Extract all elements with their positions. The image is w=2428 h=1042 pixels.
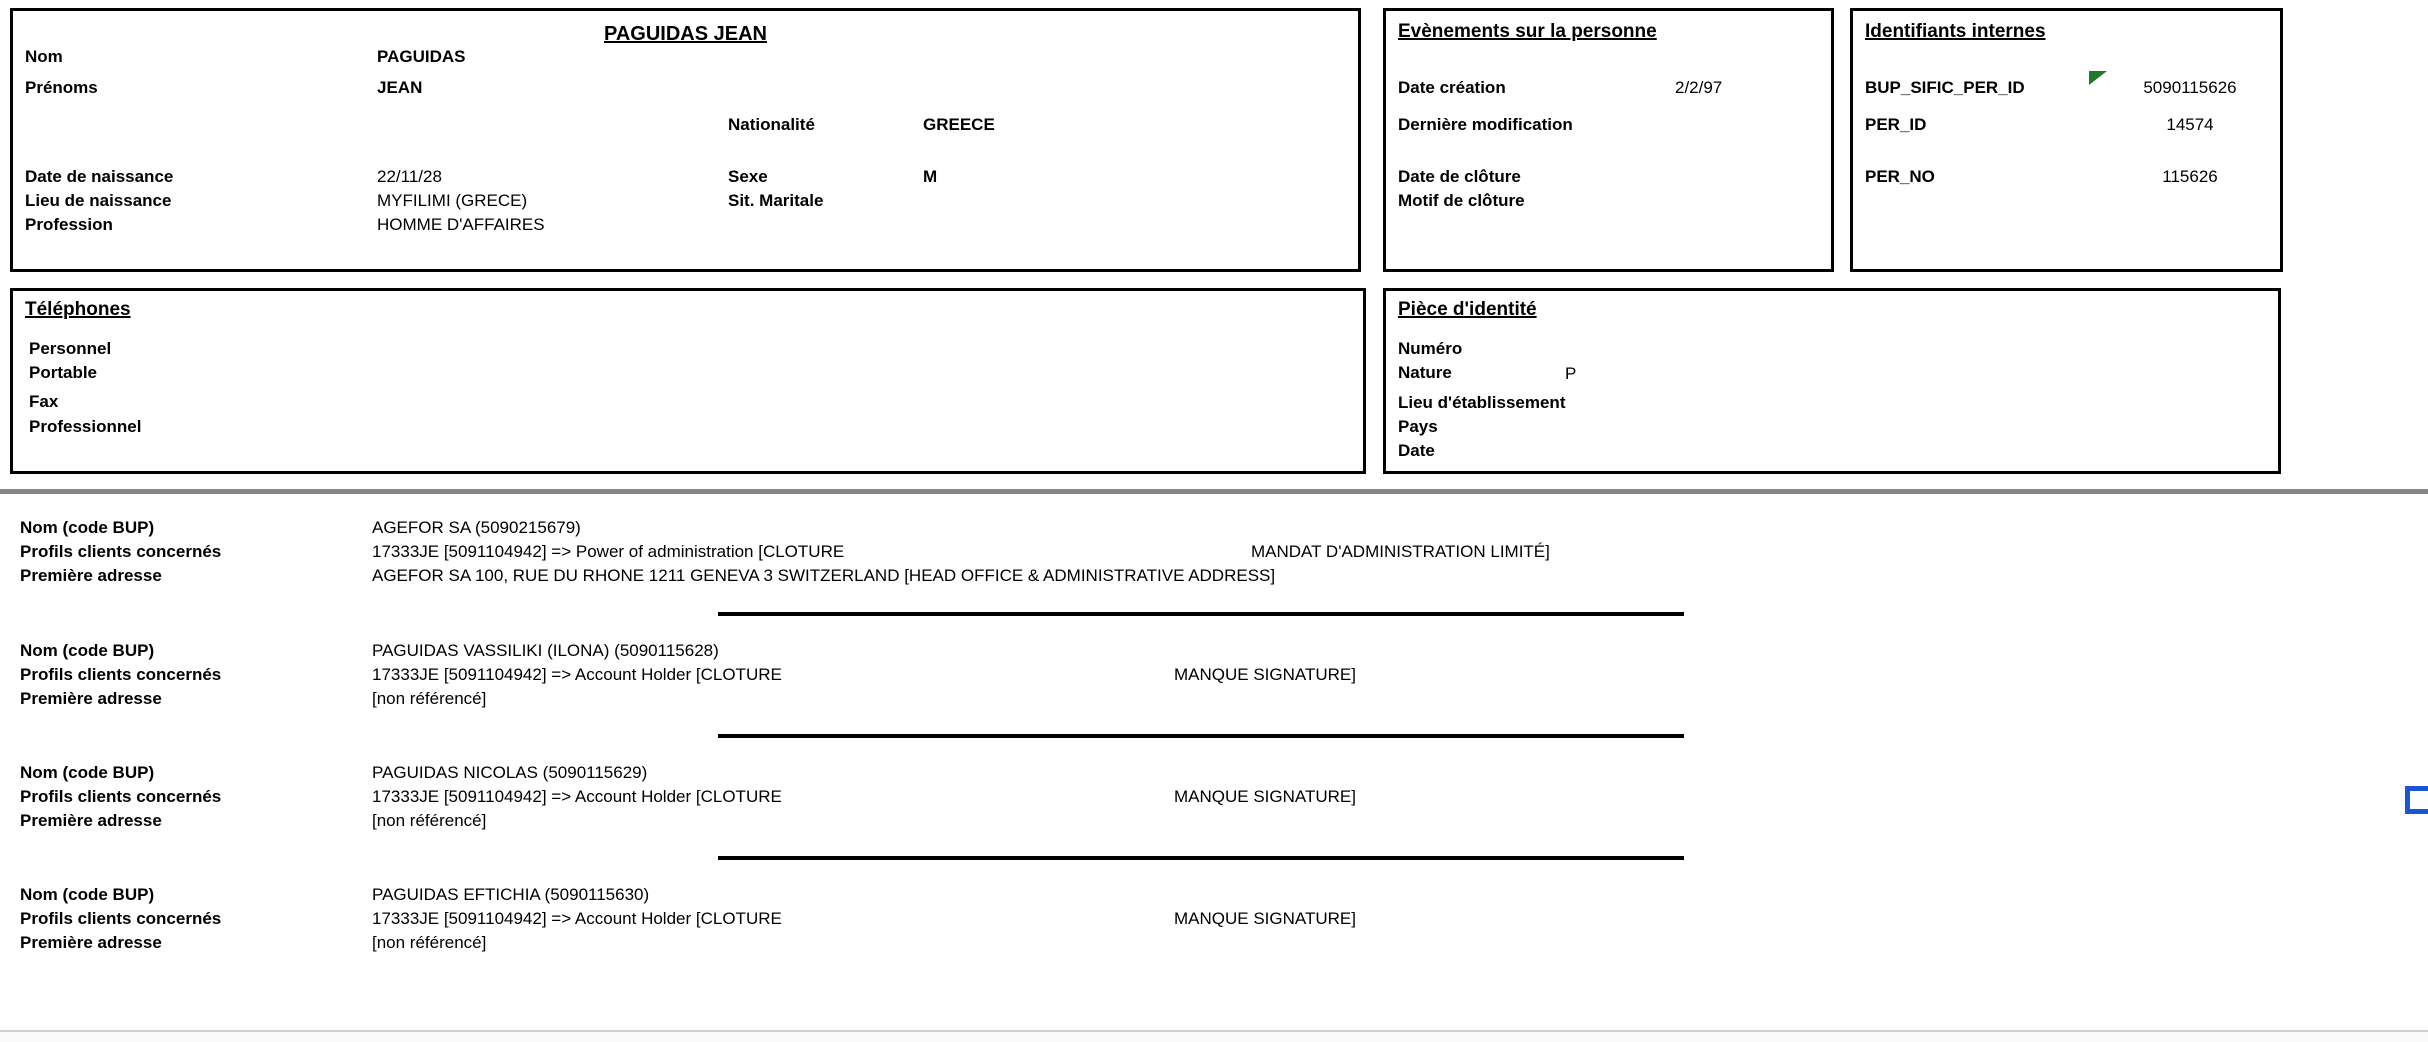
field-label-sexe: Sexe bbox=[728, 167, 768, 186]
field-label-date-naissance: Date de naissance bbox=[25, 167, 174, 186]
record-profiles-label: Profils clients concernés bbox=[20, 665, 222, 684]
record-profiles-label: Profils clients concernés bbox=[20, 542, 222, 561]
record-profiles-value: 17333JE [5091104942] => Account Holder [CLOTURE bbox=[372, 909, 782, 928]
field-label-bup-sific-per-id: BUP_SIFIC_PER_ID bbox=[1865, 78, 2025, 97]
record-address-label: Première adresse bbox=[20, 811, 162, 830]
selection-box[interactable] bbox=[2405, 786, 2428, 814]
record-name-value: PAGUIDAS EFTICHIA (5090115630) bbox=[372, 885, 650, 904]
relation-record bbox=[0, 518, 2428, 598]
field-label-derniere-modification: Dernière modification bbox=[1398, 115, 1573, 134]
record-address-value: [non référencé] bbox=[372, 689, 487, 708]
field-value-lieu-naissance: MYFILIMI (GRECE) bbox=[377, 191, 528, 210]
record-address-value: [non référencé] bbox=[372, 811, 487, 830]
field-label-date-creation: Date création bbox=[1398, 78, 1506, 97]
field-label-professionnel: Professionnel bbox=[29, 417, 142, 436]
relation-record bbox=[0, 885, 2428, 965]
phones-box-title: Téléphones bbox=[25, 299, 131, 320]
record-name-value: AGEFOR SA (5090215679) bbox=[372, 518, 581, 537]
field-label-nationalite: Nationalité bbox=[728, 115, 815, 134]
record-profiles-remark: MANQUE SIGNATURE] bbox=[1174, 665, 1356, 684]
bottom-band bbox=[0, 1032, 2428, 1042]
field-label-motif-cloture: Motif de clôture bbox=[1398, 191, 1525, 210]
field-label-sit-maritale: Sit. Maritale bbox=[728, 191, 824, 210]
field-value-date-naissance: 22/11/28 bbox=[377, 167, 442, 186]
record-name-value: PAGUIDAS VASSILIKI (ILONA) (5090115628) bbox=[372, 641, 719, 660]
identity-box bbox=[1383, 288, 2281, 474]
record-address-label: Première adresse bbox=[20, 689, 162, 708]
field-label-portable: Portable bbox=[29, 363, 98, 382]
record-address-value: [non référencé] bbox=[372, 933, 487, 952]
field-label-date-cloture: Date de clôture bbox=[1398, 167, 1521, 186]
record-name-label: Nom (code BUP) bbox=[20, 885, 155, 904]
field-label-personnel: Personnel bbox=[29, 339, 112, 358]
record-name-label: Nom (code BUP) bbox=[20, 763, 155, 782]
field-label-prenoms: Prénoms bbox=[25, 78, 98, 97]
field-label-fax: Fax bbox=[29, 392, 59, 411]
field-label-pays: Pays bbox=[1398, 417, 1438, 436]
field-value-per-no: 115626 bbox=[2162, 167, 2218, 186]
field-label-nature: Nature bbox=[1398, 363, 1452, 382]
field-label-profession: Profession bbox=[25, 215, 113, 234]
field-value-sexe: M bbox=[923, 167, 938, 186]
relation-record bbox=[0, 763, 2428, 843]
field-label-per-no: PER_NO bbox=[1865, 167, 1935, 186]
field-value-nom: PAGUIDAS bbox=[377, 47, 466, 66]
section-divider bbox=[0, 489, 2428, 494]
record-separator bbox=[718, 734, 1684, 738]
phones-box bbox=[10, 288, 1366, 474]
field-value-date-creation: 2/2/97 bbox=[1675, 78, 1723, 97]
record-name-value: PAGUIDAS NICOLAS (5090115629) bbox=[372, 763, 648, 782]
relation-record bbox=[0, 641, 2428, 721]
field-label-lieu-naissance: Lieu de naissance bbox=[25, 191, 172, 210]
field-value-nationalite: GREECE bbox=[923, 115, 995, 134]
record-profiles-value: 17333JE [5091104942] => Account Holder [CLOTURE bbox=[372, 665, 782, 684]
person-box bbox=[10, 8, 1361, 272]
record-profiles-remark: MANDAT D'ADMINISTRATION LIMITÉ] bbox=[1251, 542, 1550, 561]
events-box-title: Evènements sur la personne bbox=[1398, 21, 1657, 42]
record-profiles-value: 17333JE [5091104942] => Account Holder [CLOTURE bbox=[372, 787, 782, 806]
identifiers-box-title: Identifiants internes bbox=[1865, 21, 2046, 42]
field-value-per-id: 14574 bbox=[2166, 115, 2214, 134]
field-label-nom: Nom bbox=[25, 47, 63, 66]
field-label-numero: Numéro bbox=[1398, 339, 1463, 358]
record-profiles-value: 17333JE [5091104942] => Power of administration [CLOTURE bbox=[372, 542, 845, 561]
record-address-label: Première adresse bbox=[20, 566, 162, 585]
record-separator bbox=[718, 612, 1684, 616]
record-profiles-remark: MANQUE SIGNATURE] bbox=[1174, 909, 1356, 928]
identity-box-title: Pièce d'identité bbox=[1398, 299, 1537, 320]
record-name-label: Nom (code BUP) bbox=[20, 641, 155, 660]
field-value-prenoms: JEAN bbox=[377, 78, 423, 97]
identifiers-box bbox=[1850, 8, 2283, 272]
person-box-title: PAGUIDAS JEAN bbox=[604, 23, 767, 45]
record-separator bbox=[718, 856, 1684, 860]
field-value-profession: HOMME D'AFFAIRES bbox=[377, 215, 545, 234]
record-profiles-label: Profils clients concernés bbox=[20, 787, 222, 806]
field-value-nature: P bbox=[1565, 364, 1577, 383]
record-name-label: Nom (code BUP) bbox=[20, 518, 155, 537]
field-label-per-id: PER_ID bbox=[1865, 115, 1927, 134]
field-label-date: Date bbox=[1398, 441, 1435, 460]
record-profiles-label: Profils clients concernés bbox=[20, 909, 222, 928]
record-address-label: Première adresse bbox=[20, 933, 162, 952]
record-address-value: AGEFOR SA 100, RUE DU RHONE 1211 GENEVA 3 SWITZERLAND [HEAD OFFICE & ADMINISTRATIVE ADDRESS] bbox=[372, 566, 1276, 585]
events-box bbox=[1383, 8, 1834, 272]
record-profiles-remark: MANQUE SIGNATURE] bbox=[1174, 787, 1356, 806]
field-value-bup-sific-per-id: 5090115626 bbox=[2143, 78, 2237, 97]
field-label-lieu-etablissement: Lieu d'établissement bbox=[1398, 393, 1566, 412]
